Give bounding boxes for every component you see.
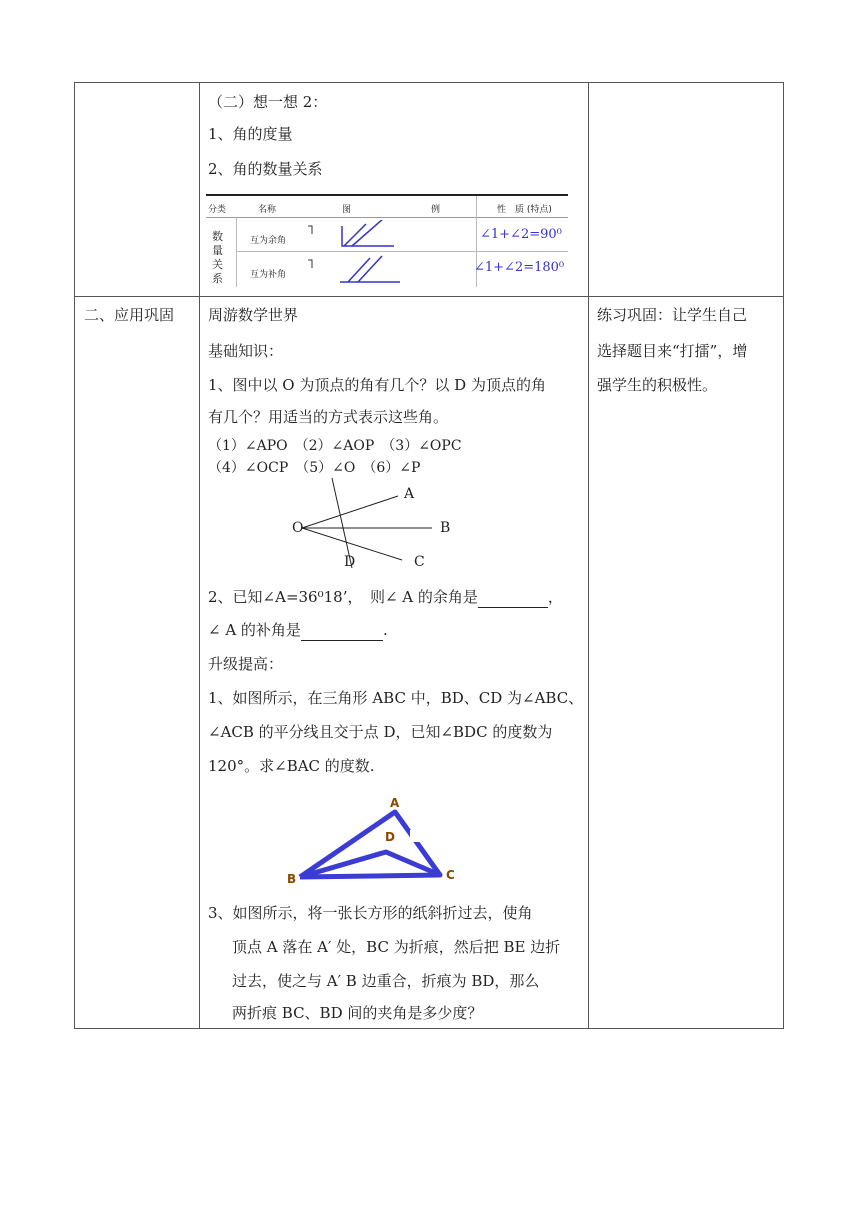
mini-figure-complementary <box>304 220 404 250</box>
question4-line3: 过去，使之与 A′ B 边重合，折痕为 BD，那么 <box>232 972 540 990</box>
question2-period: . <box>382 621 388 639</box>
subsection-title: 周游数学世界 <box>208 306 299 324</box>
table-col-divider-1 <box>199 82 200 1029</box>
mini-prop-complementary: ∠1+∠2=90⁰ <box>480 227 562 242</box>
question4-line1: 3、如图所示，将一张长方形的纸斜折过去，使角 <box>208 904 533 922</box>
mini-header-category: 分类 <box>208 205 227 215</box>
mini-row-complementary: 互为余角 <box>250 236 287 246</box>
mini-header-example: 例 <box>431 205 441 215</box>
question2-line1 <box>208 587 563 608</box>
table-border-left <box>74 82 75 1029</box>
mini-category-char: 数 <box>212 230 223 243</box>
table-border-right <box>783 82 784 1029</box>
fig2-label-d: D <box>385 830 395 844</box>
table-border-top <box>74 82 784 83</box>
figure-triangle-abc <box>290 800 450 885</box>
figure-angles-at-o <box>290 478 460 576</box>
answer-blank-complement[interactable] <box>478 587 548 608</box>
mini-figure-supplementary <box>304 254 404 286</box>
mini-table <box>206 194 568 290</box>
mini-header-figure: 图 <box>342 205 352 215</box>
question4-line4: 两折痕 BC、BD 间的夹角是多少度？ <box>232 1004 483 1022</box>
mini-header-property: 性 质 (特点) <box>497 205 552 215</box>
answer-blank-supplement[interactable] <box>301 620 383 641</box>
advanced-label: 升级提高： <box>208 655 284 673</box>
question2-line2 <box>208 620 388 641</box>
fig2-label-a: A <box>390 796 400 810</box>
item-angle-measure: 1、角的度量 <box>208 125 293 143</box>
question2-text-a: 2、已知∠A=36⁰18’， 则∠ A 的余角是 <box>208 588 478 606</box>
mini-header-name: 名称 <box>258 205 277 215</box>
question1-options-row1: （1）∠APO （2）∠AOP （3）∠OPC <box>208 438 462 454</box>
fig1-label-o: O <box>292 520 304 536</box>
question2-text-b: ∠ A 的补角是 <box>208 621 301 639</box>
mini-row-supplementary: 互为补角 <box>250 270 287 280</box>
fig1-label-b: B <box>440 520 451 536</box>
fig2-label-c: C <box>446 868 455 882</box>
mini-category-char: 系 <box>212 272 223 285</box>
section-heading: （二）想一想 2： <box>208 93 328 111</box>
fig2-label-b: B <box>287 872 297 886</box>
question1-line2: 有几个？用适当的方式表示这些角。 <box>208 408 449 426</box>
question1-line1: 1、图中以 O 为顶点的角有几个？以 D 为顶点的角 <box>208 376 546 394</box>
fig1-label-a: A <box>404 486 415 502</box>
mini-category-char: 量 <box>212 244 223 257</box>
question4-line2: 顶点 A 落在 A′ 处，BC 为折痕，然后把 BE 边折 <box>232 938 561 956</box>
teaching-note-line1: 练习巩固：让学生自己 <box>597 306 748 324</box>
mini-category-char: 关 <box>212 258 223 271</box>
fig1-label-c: C <box>414 554 425 570</box>
teaching-note-line2: 选择题目来“打擂”，增 <box>597 342 748 360</box>
table-border-mid <box>74 296 784 297</box>
teaching-note-line3: 强学生的积极性。 <box>597 376 718 394</box>
question3-line2: ∠ACB 的平分线且交于点 D，已知∠BDC 的度数为 <box>208 723 553 741</box>
section-label-application: 二、应用巩固 <box>84 306 175 324</box>
item-angle-relation: 2、角的数量关系 <box>208 160 323 178</box>
fig1-label-d: D <box>344 554 356 570</box>
question3-line1: 1、如图所示，在三角形 ABC 中，BD、CD 为∠ABC、 <box>208 689 584 707</box>
basic-knowledge-label: 基础知识： <box>208 342 284 360</box>
table-border-bottom <box>74 1028 784 1029</box>
mini-prop-supplementary: ∠1+∠2=180⁰ <box>474 260 565 275</box>
question2-comma: ， <box>547 588 563 606</box>
question3-line3: 120°。求∠BAC 的度数. <box>208 757 375 775</box>
question1-options-row2: （4）∠OCP （5）∠O （6）∠P <box>208 460 421 476</box>
table-col-divider-2 <box>588 82 589 1029</box>
